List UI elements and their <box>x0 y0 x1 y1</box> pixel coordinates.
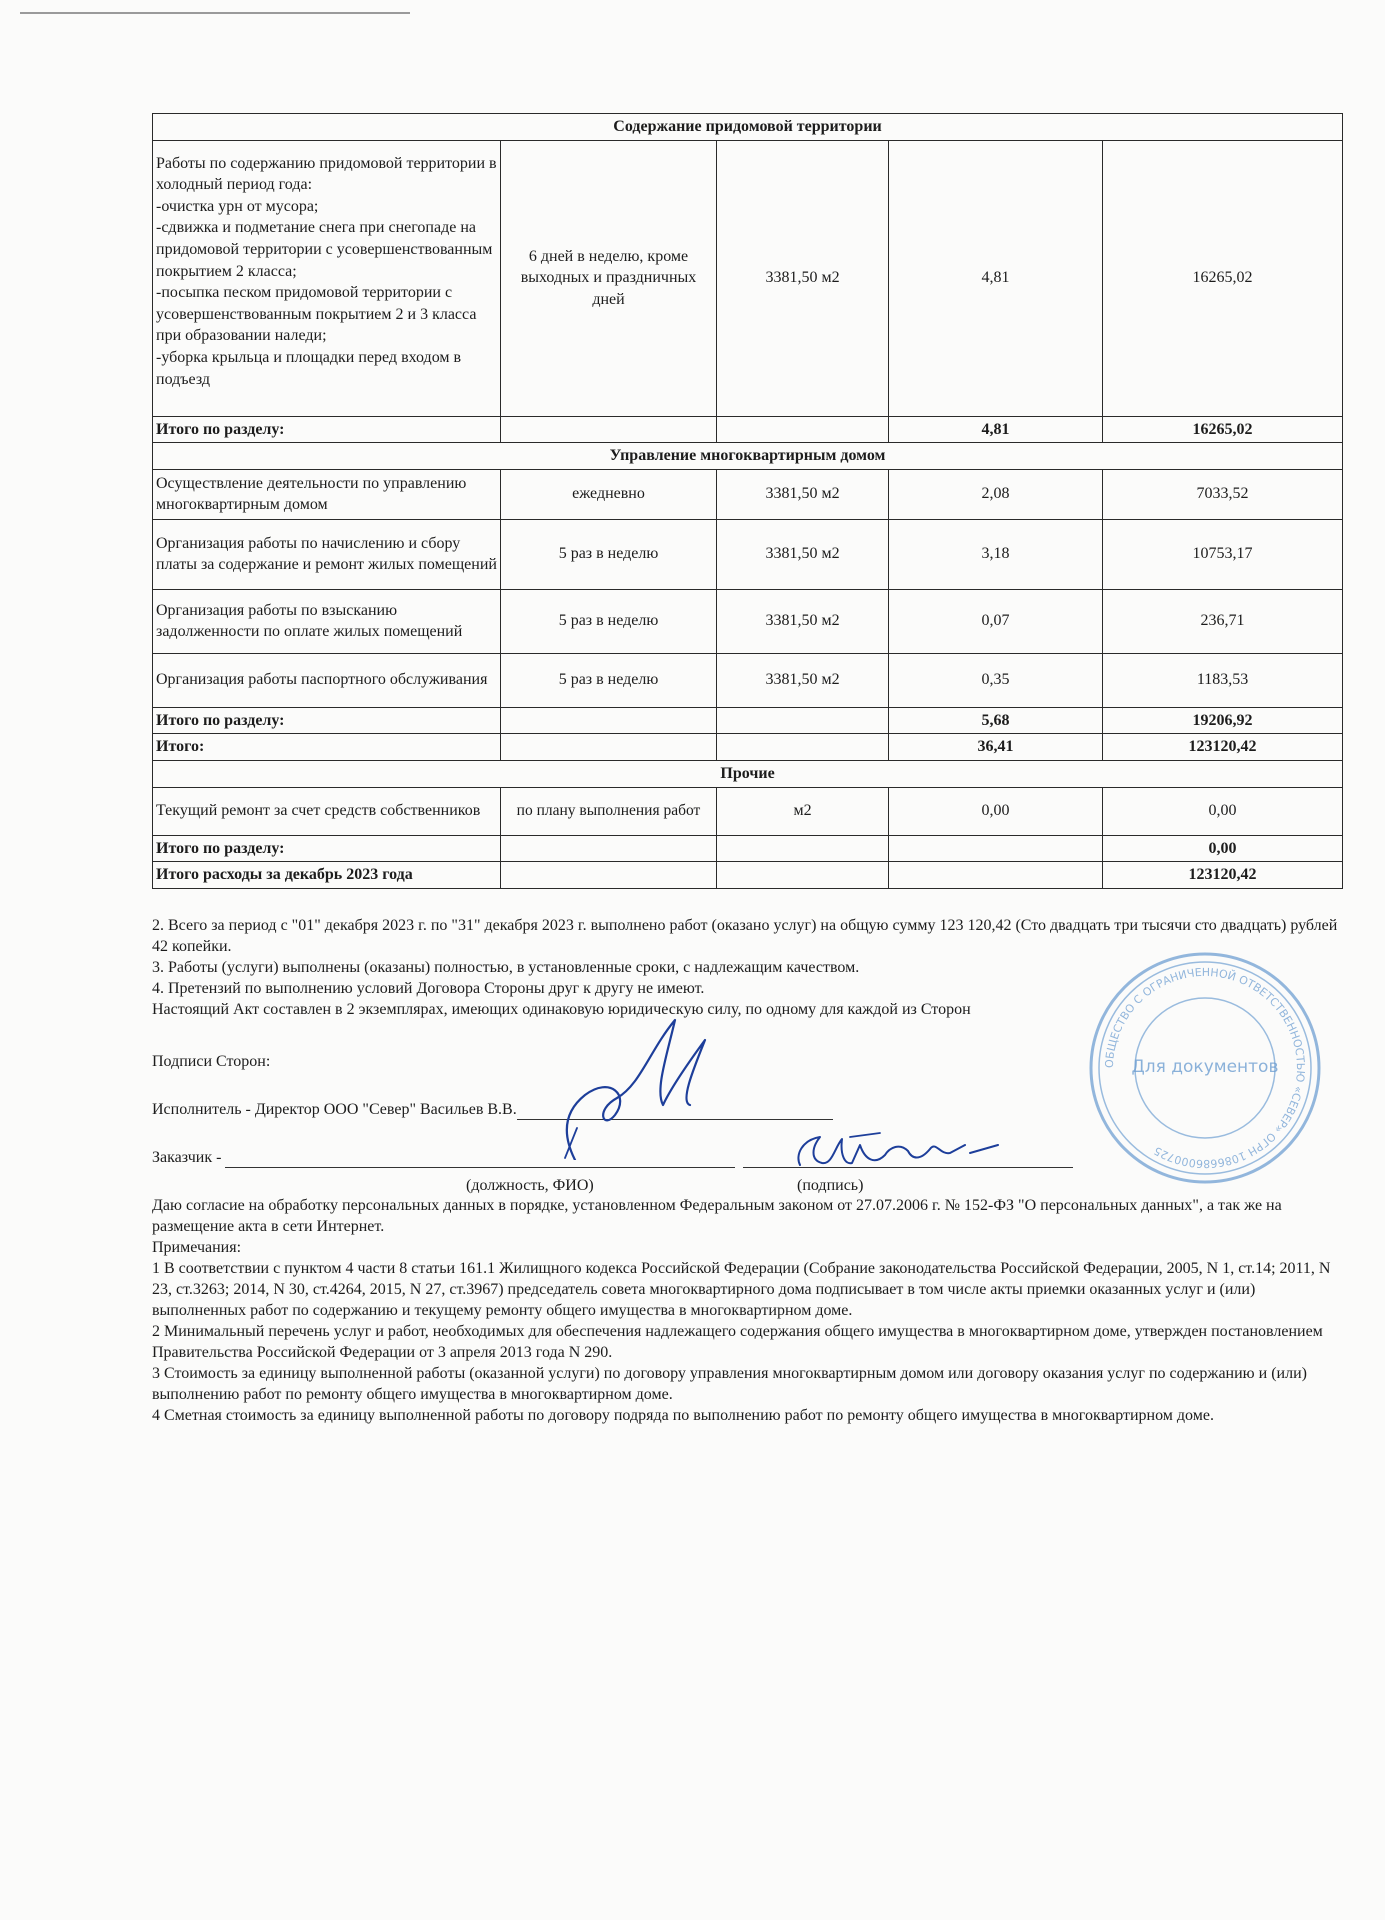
work-amount: 236,71 <box>1103 589 1343 653</box>
consent-text: Даю согласие на обработку персональных данных в порядке, установленном Федеральным законом от 27.07.2006 г. № 152-ФЗ "О персональных данных", а так же на размещение акта в сети Интернет. <box>152 1197 1282 1235</box>
work-amount: 16265,02 <box>1103 140 1343 416</box>
section-title: Управление многоквартирным домом <box>153 443 1343 470</box>
work-name: Работы по содержанию придомовой территории в холодный период года: -очистка урн от мусора; -сдвижка и подметание снега при снегопаде на придомовой территории с усовершенствованным покрытием 2 класса; -посыпка песком придомовой территории с усовершенствованным покрытием 2 и 3 класса при образовании наледи; -уборка крыльца и площадки перед входом в подъезд <box>153 140 501 416</box>
work-frequency: 5 раз в неделю <box>501 519 717 589</box>
work-area: 3381,50 м2 <box>717 653 889 707</box>
note-3: 3 Стоимость за единицу выполненной работы (оказанной услуги) по договору управления многоквартирным домом или договору оказания услуг по содержанию и (или) выполнению работ по ремонту общего имущества в многоквартирном доме. <box>152 1365 1307 1403</box>
section-total-label: Итого по разделу: <box>153 707 501 734</box>
grand-total-label: Итого: <box>153 734 501 761</box>
work-amount: 0,00 <box>1103 787 1343 835</box>
section-total-rate: 5,68 <box>889 707 1103 734</box>
expenses-total-amount: 123120,42 <box>1103 862 1343 889</box>
work-frequency: 6 дней в неделю, кроме выходных и праздничных дней <box>501 140 717 416</box>
note-2: 2 Минимальный перечень услуг и работ, необходимых для обеспечения надлежащего содержания общего имущества в многоквартирном доме, утвержден постановлением Правительства Российской Федерации от 3 апреля 2013 года N 290. <box>152 1323 1323 1361</box>
work-area: 3381,50 м2 <box>717 140 889 416</box>
section-total-rate: 4,81 <box>889 416 1103 443</box>
stamp-ring-text: ОБЩЕСТВО С ОГРАНИЧЕННОЙ ОТВЕТСТВЕННОСТЬЮ «СЕВЕР» ОГРН 1086686000725 <box>1102 965 1308 1171</box>
work-name: Осуществление деятельности по управлению многоквартирным домом <box>153 469 501 519</box>
work-rate: 3,18 <box>889 519 1103 589</box>
work-rate: 2,08 <box>889 469 1103 519</box>
work-name: Текущий ремонт за счет средств собственников <box>153 787 501 835</box>
clause-copies: Настоящий Акт составлен в 2 экземплярах, имеющих одинаковую юридическую силу, по одному для каждой из Сторон <box>152 1001 971 1018</box>
section-title: Содержание придомовой территории <box>153 114 1343 141</box>
work-frequency: 5 раз в неделю <box>501 653 717 707</box>
scan-edge-line <box>20 12 410 14</box>
work-rate: 0,35 <box>889 653 1103 707</box>
section-total-amount: 16265,02 <box>1103 416 1343 443</box>
note-1: 1 В соответствии с пунктом 4 части 8 статьи 161.1 Жилищного кодекса Российской Федерации (Собрание законодательства Российской Федерации, 2005, N 1, ст.14; 2011, N 23, ст.3263; 2014, N 30, ст.4264, 2015, N 27, ст.3967) председатель совета многоквартирного дома подписывает в том числе акты приемки оказанных услуг и (или) выполненных работ по содержанию и текущему ремонту общего имущества в многоквартирном доме. <box>152 1260 1331 1319</box>
act-table <box>152 113 1343 889</box>
executor-label: Исполнитель - Директор ООО "Север" Васильев В.В. <box>152 1101 517 1118</box>
work-rate: 0,00 <box>889 787 1103 835</box>
work-amount: 1183,53 <box>1103 653 1343 707</box>
work-name: Организация работы по взысканию задолженности по оплате жилых помещений <box>153 589 501 653</box>
section-title: Прочие <box>153 760 1343 787</box>
executor-signature-line <box>152 1099 833 1120</box>
signatures-title: Подписи Сторон: <box>152 1053 271 1070</box>
work-frequency: ежедневно <box>501 469 717 519</box>
stamp-center-text: Для документов <box>1131 1057 1279 1077</box>
work-frequency: по плану выполнения работ <box>501 787 717 835</box>
work-name: Организация работы по начислению и сбору платы за содержание и ремонт жилых помещений <box>153 519 501 589</box>
expenses-total-label: Итого расходы за декабрь 2023 года <box>153 862 501 889</box>
section-total-label: Итого по разделу: <box>153 835 501 862</box>
work-name: Организация работы паспортного обслуживания <box>153 653 501 707</box>
work-area: 3381,50 м2 <box>717 519 889 589</box>
customer-signature <box>790 1125 1005 1185</box>
section-total-label: Итого по разделу: <box>153 416 501 443</box>
grand-total-rate: 36,41 <box>889 734 1103 761</box>
work-area: 3381,50 м2 <box>717 589 889 653</box>
work-frequency: 5 раз в неделю <box>501 589 717 653</box>
work-amount: 7033,52 <box>1103 469 1343 519</box>
customer-label: Заказчик - <box>152 1149 222 1166</box>
executor-signature <box>555 1010 725 1160</box>
section-total-amount: 0,00 <box>1103 835 1343 862</box>
grand-total-amount: 123120,42 <box>1103 734 1343 761</box>
work-area: м2 <box>717 787 889 835</box>
caption-sign: (подпись) <box>797 1177 864 1194</box>
work-area: 3381,50 м2 <box>717 469 889 519</box>
clause-2: 2. Всего за период с "01" декабря 2023 г. по "31" декабря 2023 г. выполнено работ (оказано услуг) на общую сумму 123 120,42 (Сто двадцать три тысячи сто двадцать) рублей 42 копейки. <box>152 917 1338 955</box>
clause-4: 4. Претензий по выполнению условий Договора Стороны друг к другу не имеют. <box>152 980 705 997</box>
caption-position: (должность, ФИО) <box>466 1177 594 1194</box>
work-rate: 4,81 <box>889 140 1103 416</box>
company-stamp <box>1085 948 1325 1188</box>
lower-text <box>152 1195 1344 1426</box>
clause-3: 3. Работы (услуги) выполнены (оказаны) полностью, в установленные сроки, с надлежащим качеством. <box>152 959 860 976</box>
note-4: 4 Сметная стоимость за единицу выполненной работы по договору подряда по выполнению работ по ремонту общего имущества в многоквартирном доме. <box>152 1407 1214 1424</box>
work-rate: 0,07 <box>889 589 1103 653</box>
notes-title: Примечания: <box>152 1239 242 1256</box>
work-amount: 10753,17 <box>1103 519 1343 589</box>
section-total-amount: 19206,92 <box>1103 707 1343 734</box>
